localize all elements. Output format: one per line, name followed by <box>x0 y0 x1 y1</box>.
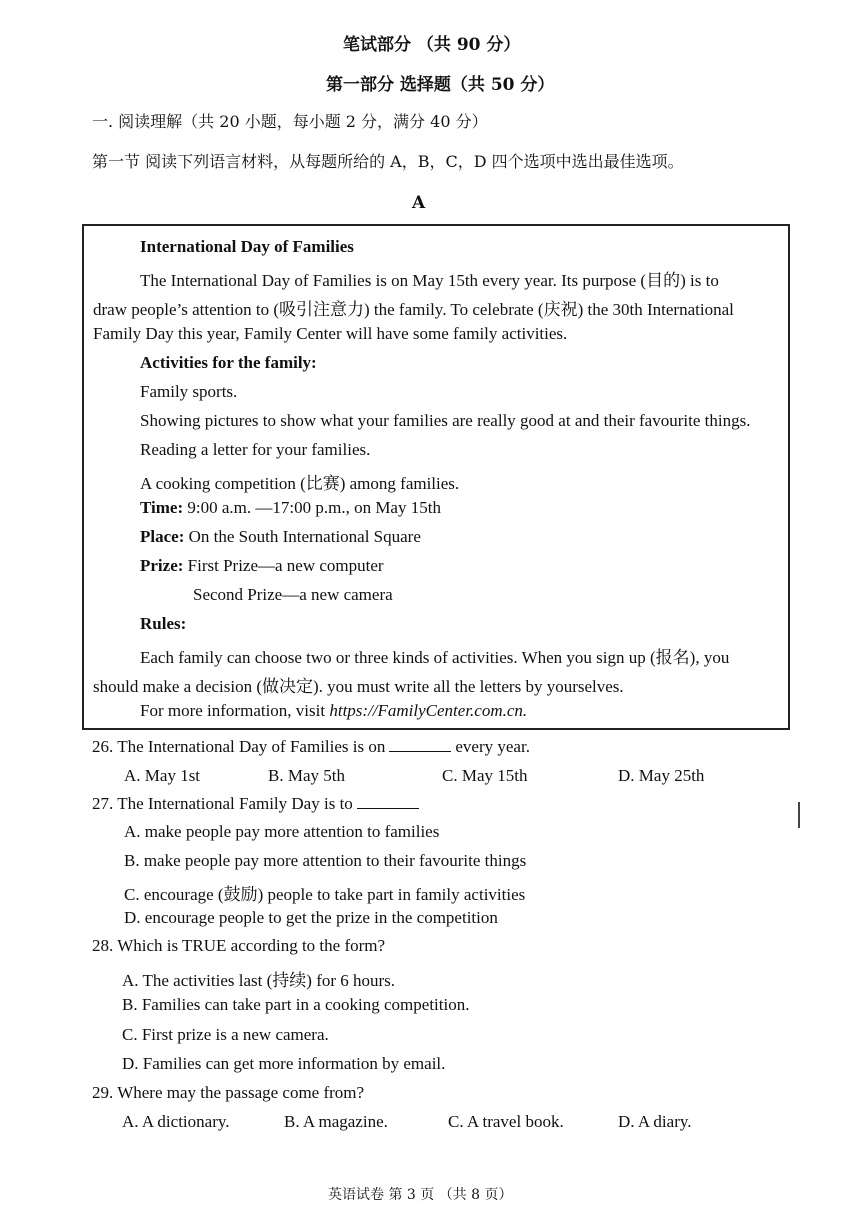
passage-label: A <box>412 193 426 213</box>
place-value: On the South International Square <box>188 527 421 546</box>
section-instruction: 第一节 阅读下列语言材料，从每题所给的 A，B，C，D 四个选项中选出最佳选项。 <box>92 152 684 171</box>
margin-mark <box>798 802 800 828</box>
part-one-heading: 第一部分 选择题（共 50 分） <box>326 75 555 95</box>
option-d[interactable]: D. May 25th <box>618 766 705 785</box>
prize-first: First Prize—a new computer <box>187 556 384 575</box>
question-28-stem <box>92 936 385 956</box>
option-c[interactable]: C. encourage (鼓励) people to take part in family activities <box>124 885 526 904</box>
question-number: 29. <box>92 1083 114 1102</box>
question-29-stem <box>92 1083 364 1103</box>
option-c[interactable]: C. May 15th <box>442 766 528 785</box>
option-a[interactable]: A. May 1st <box>124 766 201 785</box>
option-b[interactable]: B. A magazine. <box>284 1112 388 1131</box>
question-stem-tail: every year. <box>455 737 530 756</box>
activity-item: Reading a letter for your families. <box>140 440 371 459</box>
question-number: 27. <box>92 794 114 813</box>
written-part-heading: 笔试部分 （共 90 分） <box>343 35 521 55</box>
question-number: 26. <box>92 737 114 756</box>
activity-item: Showing pictures to show what your families are really good at and their favourite things. <box>140 411 751 430</box>
time-value: 9:00 a.m. —17:00 p.m., on May 15th <box>187 498 441 517</box>
prize-line <box>140 556 384 576</box>
option-b[interactable]: B. make people pay more attention to their favourite things <box>124 851 527 870</box>
rules-line: should make a decision (做决定). you must write all the letters by yourselves. <box>93 677 624 696</box>
option-b[interactable]: B. Families can take part in a cooking competition. <box>122 995 470 1014</box>
prize-second: Second Prize—a new camera <box>193 585 393 604</box>
place-line <box>140 527 421 547</box>
option-b[interactable]: B. May 5th <box>268 766 345 785</box>
more-info-prefix: For more information, visit <box>140 701 330 720</box>
passage-title: International Day of Families <box>140 237 354 256</box>
question-stem: The International Day of Families is on <box>117 737 386 756</box>
option-c[interactable]: C. A travel book. <box>448 1112 564 1131</box>
rules-line: Each family can choose two or three kinds of activities. When you sign up (报名), you <box>140 648 730 667</box>
activities-heading: Activities for the family: <box>140 353 317 372</box>
question-number: 28. <box>92 936 114 955</box>
option-a[interactable]: A. A dictionary. <box>122 1112 230 1131</box>
option-d[interactable]: D. A diary. <box>618 1112 692 1131</box>
option-d[interactable]: D. Families can get more information by email. <box>122 1054 446 1073</box>
option-a[interactable]: A. The activities last (持续) for 6 hours. <box>122 971 396 990</box>
answer-blank <box>357 794 419 809</box>
passage-intro-line: Family Day this year, Family Center will have some family activities. <box>93 324 568 343</box>
question-stem: Where may the passage come from? <box>117 1083 365 1102</box>
time-line <box>140 498 441 518</box>
place-label: Place: <box>140 527 185 546</box>
answer-blank <box>389 737 451 752</box>
passage-intro-line: The International Day of Families is on May 15th every year. Its purpose (目的) is to <box>140 271 719 290</box>
option-a[interactable]: A. make people pay more attention to families <box>124 822 440 841</box>
prize-label: Prize: <box>140 556 184 575</box>
passage-intro-line: draw people’s attention to (吸引注意力) the family. To celebrate (庆祝) the 30th International <box>93 300 734 319</box>
time-label: Time: <box>140 498 184 517</box>
option-c[interactable]: C. First prize is a new camera. <box>122 1025 329 1044</box>
rules-heading: Rules: <box>140 614 187 633</box>
question-26-stem <box>92 737 530 757</box>
activity-item: A cooking competition (比赛) among families. <box>140 474 460 493</box>
question-27-stem <box>92 794 423 814</box>
question-stem: The International Family Day is to <box>117 794 353 813</box>
option-d[interactable]: D. encourage people to get the prize in the competition <box>124 908 498 927</box>
question-stem: Which is TRUE according to the form? <box>117 936 386 955</box>
info-url-link[interactable]: https://FamilyCenter.com.cn. <box>329 701 528 720</box>
more-info-line <box>140 701 527 721</box>
reading-section-title: 一. 阅读理解（共 20 小题，每小题 2 分，满分 40 分） <box>92 112 488 131</box>
activity-item: Family sports. <box>140 382 238 401</box>
page-footer: 英语试卷 第 3 页 （共 8 页） <box>328 1187 513 1203</box>
